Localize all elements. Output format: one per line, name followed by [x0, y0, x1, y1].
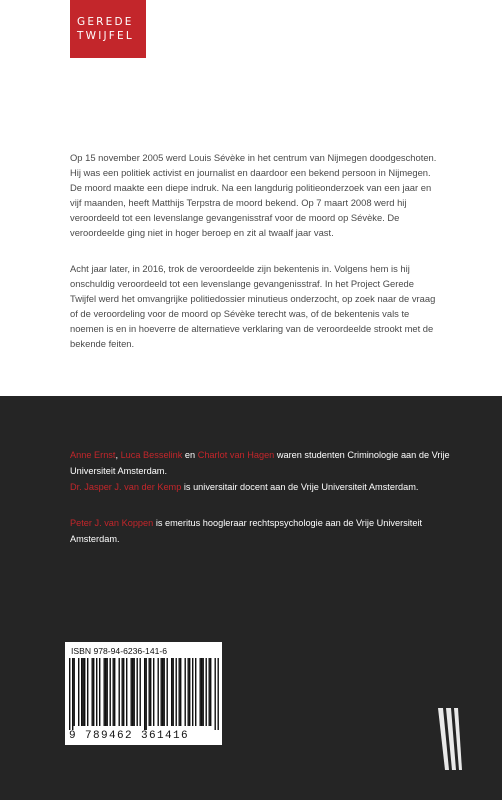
- logo-line-2: TWIJFEL: [77, 30, 134, 42]
- author-bio-text: is emeritus hoogleraar rechtspsychologie aan de Vrije Universiteit Amsterdam.: [70, 518, 423, 544]
- author-separator: en: [182, 450, 198, 460]
- summary-paragraph-1: Op 15 november 2005 werd Louis Sévèke in het centrum van Nijmegen doodgeschoten. Hij was een politiek activist en journalist en daardoor een bekend persoon in Nijmegen. De moord maakte een diepe indruk. Na een langdurig politieonderzoek van een jaar en vijf maanden, heeft Matthijs Terpstra de moord bekend. Op 7 maart 2008 werd hij veroordeeld tot een levenslange gevangenisstraf voor de moord op Sévèke. De veroordeelde ging niet in hoger beroep en zit al twaalf jaar vast.: [70, 152, 437, 238]
- isbn-barcode: [65, 642, 222, 745]
- series-logo: [70, 0, 146, 58]
- author-name-peter-van-koppen: Peter J. van Koppen: [70, 518, 154, 528]
- author-name-charlot-van-hagen: Charlot van Hagen: [197, 450, 275, 460]
- logo-line-1: GEREDE: [77, 16, 134, 28]
- author-bio-text: waren studenten Criminologie aan de Vrije Universiteit Amsterdam.: [70, 450, 450, 476]
- author-bio-van-koppen: [70, 515, 450, 547]
- author-name-jasper-van-der-kemp: Dr. Jasper J. van der Kemp: [70, 482, 182, 492]
- barcode-bars: [69, 658, 219, 730]
- summary-paragraph-2: Acht jaar later, in 2016, trok de veroordeelde zijn bekentenis in. Volgens hem is hij onschuldig veroordeeld tot een levenslange gevangenisstraf. In het Project Gerede Twijfel werd het omvangrijke politiedossier minutieus onderzocht, op zoek naar de vraag of de veroordeling voor de moord op Sévèke terecht was, of de bekentenis vals te noemen is en in hoeverre de alternatieve verklaring van de veroordeelde strookt met de bekende feiten.: [70, 263, 436, 349]
- author-bio-text: is universitair docent aan de Vrije Universiteit Amsterdam.: [181, 482, 419, 492]
- author-separator: ,: [115, 450, 121, 460]
- isbn-label: ISBN 978-94-6236-141-6: [71, 646, 168, 656]
- author-name-anne-ernst: Anne Ernst: [70, 450, 116, 460]
- ean-digits: 9 789462 361416: [69, 730, 190, 742]
- author-name-luca-besselink: Luca Besselink: [120, 450, 183, 460]
- author-bio-students: [70, 447, 450, 479]
- author-bio-van-der-kemp: [70, 479, 450, 495]
- publisher-logo-icon: [434, 704, 464, 774]
